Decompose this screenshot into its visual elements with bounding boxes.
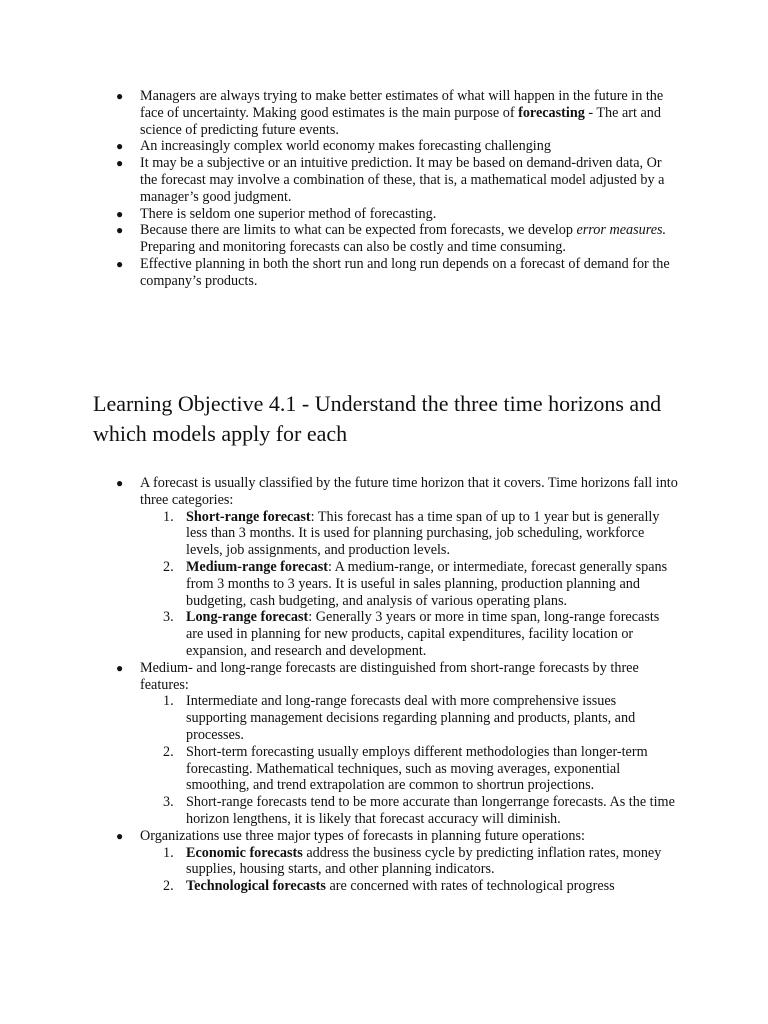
item-number: 1. (163, 693, 174, 710)
intro-bullet-list (116, 88, 680, 290)
numbered-item (163, 508, 680, 559)
numbered-item (163, 558, 680, 609)
numbered-item (163, 794, 680, 828)
list-item (116, 475, 680, 660)
item-number: 1. (163, 844, 174, 861)
list-item-text: There is seldom one superior method of forecasting. (140, 205, 437, 222)
bullet-icon: ● (116, 156, 124, 171)
bullet-icon: ● (116, 476, 124, 490)
main-bullet-list (116, 475, 680, 895)
list-item-text: Medium- and long-range forecasts are distinguished from short-range forecasts by three features: (140, 659, 639, 693)
term-bold: Long-range forecast (186, 609, 309, 626)
numbered-item (163, 743, 680, 794)
list-item (116, 88, 680, 138)
list-item-italic: error measures. (576, 222, 667, 239)
bullet-icon: ● (116, 206, 124, 221)
term-bold: Technological forecasts (186, 878, 326, 895)
list-item-text: A forecast is usually classified by the future time horizon that it covers. Time horizons fall into three categories: (140, 475, 678, 508)
numbered-item (163, 609, 680, 659)
item-number: 2. (163, 743, 174, 760)
item-number: 1. (163, 508, 174, 525)
term-bold: Medium-range forecast (186, 558, 328, 575)
list-item-text: - The art and science of predicting future events. (140, 104, 661, 138)
section-heading: Learning Objective 4.1 - Understand the three time horizons and which models apply for each (93, 391, 662, 446)
list-item-text: Effective planning in both the short run and long run depends on a forecast of demand for the company’s products. (140, 255, 670, 289)
list-item (116, 255, 680, 290)
list-item (116, 205, 680, 223)
item-number: 3. (163, 609, 174, 626)
list-item (116, 138, 680, 155)
bullet-icon: ● (116, 828, 124, 843)
numbered-item (163, 693, 680, 743)
list-item-text: It may be a subjective or an intuitive prediction. It may be based on demand-driven data, Or the forecast may involve a combination of these, that is, a mathematical model adjusted by a manager’s good judgment. (140, 155, 665, 205)
list-item (116, 827, 680, 895)
list-item-text: Managers are always trying to make better estimates of what will happen in the future in the face of uncertainty. Making good estimates is the main purpose of (140, 88, 664, 121)
item-text: address the business cycle by predicting inflation rates, money supplies, housing starts, and other planning indicators. (186, 844, 662, 878)
item-text: Short-range forecasts tend to be more accurate than longerrange forecasts. As the time horizon lengthens, it is likely that forecast accuracy will diminish. (186, 794, 675, 827)
list-item-text: An increasingly complex world economy makes forecasting challenging (140, 138, 551, 155)
numbered-item (163, 878, 680, 895)
bullet-icon: ● (116, 89, 124, 103)
list-item-bold: forecasting (518, 104, 585, 121)
item-number: 2. (163, 558, 174, 575)
list-item-text: Because there are limits to what can be expected from forecasts, we develop (140, 222, 577, 239)
item-text: : This forecast has a time span of up to 1 year but is generally less than 3 months. It is used for planning purchasing, job scheduling, workforce levels, job assignments, and production levels. (186, 508, 660, 559)
bullet-icon: ● (116, 223, 124, 238)
term-bold: Short-range forecast (186, 508, 311, 525)
item-text: are concerned with rates of technological progress (325, 878, 615, 895)
list-item-text: Preparing and monitoring forecasts can also be costly and time consuming. (140, 239, 566, 256)
item-text: Intermediate and long-range forecasts deal with more comprehensive issues supporting management decisions regarding planning and products, plants, and processes. (186, 693, 636, 743)
item-text: : A medium-range, or intermediate, forecast generally spans from 3 months to 3 years. It is useful in sales planning, production planning and budgeting, cash budgeting, and analysis of various operating plans. (186, 558, 668, 609)
list-item (116, 222, 680, 256)
item-number: 2. (163, 878, 174, 895)
numbered-item (163, 844, 680, 879)
item-number: 3. (163, 794, 174, 811)
item-text: : Generally 3 years or more in time span, long-range forecasts are used in planning for new products, capital expenditures, facility location or expansion, and research and development. (186, 609, 660, 659)
list-item (116, 155, 680, 205)
item-text: Short-term forecasting usually employs different methodologies than longer-term forecasting. Mathematical techniques, such as moving averages, exponential smoothing, and trend extrapolation are common to shortrun projections. (186, 743, 648, 794)
bullet-icon: ● (116, 256, 124, 271)
term-bold: Economic forecasts (186, 844, 303, 861)
bullet-icon: ● (116, 660, 124, 675)
bullet-icon: ● (116, 139, 124, 154)
list-item (116, 659, 680, 828)
list-item-text: Organizations use three major types of forecasts in planning future operations: (140, 827, 585, 844)
